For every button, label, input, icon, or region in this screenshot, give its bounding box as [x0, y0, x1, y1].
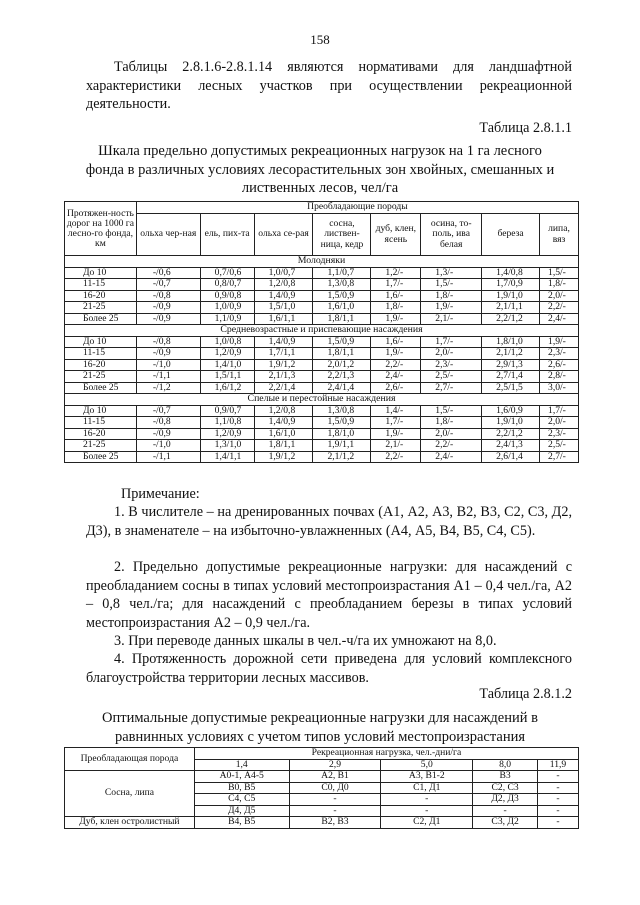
value-cell: 2,0/1,2 — [313, 359, 371, 371]
value-cell: 0,9/0,8 — [200, 290, 254, 302]
section-row — [65, 256, 579, 268]
range-cell: Более 25 — [65, 451, 137, 463]
site-type-cell: Д4, Д5 — [194, 805, 289, 817]
intro-paragraph: Таблицы 2.8.1.6-2.8.1.14 являются нормативами для ландшафтной характеристики лесных участков при осуществлении рекреационной деятельности. — [86, 59, 572, 112]
range-cell: Более 25 — [65, 313, 137, 325]
value-cell: 1,5/1,1 — [200, 371, 254, 383]
note-2: 2. Предельно допустимые рекреационные нагрузки: для насаждений с преобладанием сосны в типах условий местопроизрастания А1 – 0,4 чел./га, А2 – 0,8 чел./га; для насаждений с преобладанием березы в типах условий местопроизрастания А2 – 0,9 чел./га. — [86, 559, 572, 631]
site-type-cell: С2, Д1 — [381, 817, 473, 829]
header-cell-load-group: Рекреационная нагрузка, чел.-дни/га — [194, 748, 578, 760]
column-header: липа, вяз — [540, 214, 579, 256]
table-row — [65, 817, 579, 829]
value-cell: 0,8/0,7 — [200, 279, 254, 291]
load-header: 5,0 — [381, 759, 473, 771]
value-cell: 2,2/1,4 — [254, 382, 313, 394]
optimal-load-table — [64, 747, 579, 829]
value-cell: -/0,6 — [136, 267, 200, 279]
value-cell: 2,2/- — [371, 451, 421, 463]
value-cell: -/0,9 — [136, 302, 200, 314]
value-cell: -/0,7 — [136, 279, 200, 291]
value-cell: 1,8/- — [371, 302, 421, 314]
range-cell: Более 25 — [65, 382, 137, 394]
value-cell: 1,9/1,2 — [254, 451, 313, 463]
site-type-cell: В2, В3 — [289, 817, 381, 829]
header-row — [65, 214, 579, 256]
value-cell: -/1,0 — [136, 359, 200, 371]
section-header: Спелые и перестойные насаждения — [65, 394, 579, 406]
value-cell: 1,4/1,1 — [200, 451, 254, 463]
value-cell: -/1,1 — [136, 451, 200, 463]
range-cell: До 10 — [65, 405, 137, 417]
value-cell: 1,5/0,9 — [313, 290, 371, 302]
table-row — [65, 382, 579, 394]
value-cell: 1,0/0,9 — [200, 302, 254, 314]
species-cell: Дуб, клен остролистный — [65, 817, 195, 829]
value-cell: 1,8/1,0 — [313, 428, 371, 440]
header-cell-road-length: Протяжен-ность дорог на 1000 га лесно-го фонда, км — [65, 202, 137, 256]
range-cell: До 10 — [65, 336, 137, 348]
site-type-cell: - — [473, 805, 538, 817]
table-row — [65, 417, 579, 429]
range-cell: 11-15 — [65, 279, 137, 291]
value-cell: 1,6/- — [371, 290, 421, 302]
value-cell: 1,6/1,0 — [313, 302, 371, 314]
table-row — [65, 371, 579, 383]
note-1: 1. В числителе – на дренированных почвах (А1, А2, А3, В2, В3, С2, С3, Д2, Д3), в знаменателе – на избыточно-увлажненных (А4, А5, В4, В5, С4, С5). — [86, 504, 572, 539]
value-cell: 1,5/0,9 — [313, 336, 371, 348]
value-cell: 1,7/- — [371, 417, 421, 429]
value-cell: 2,3/- — [540, 428, 579, 440]
table-row — [65, 359, 579, 371]
header-cell-species-group: Преобладающие породы — [136, 202, 578, 214]
value-cell: 3,0/- — [540, 382, 579, 394]
value-cell: 1,8/- — [421, 417, 482, 429]
value-cell: 2,1/1,1 — [482, 302, 540, 314]
value-cell: 0,7/0,6 — [200, 267, 254, 279]
value-cell: 1,9/- — [421, 302, 482, 314]
value-cell: 1,7/1,1 — [254, 348, 313, 360]
value-cell: 2,1/- — [371, 440, 421, 452]
value-cell: -/0,9 — [136, 428, 200, 440]
site-type-cell: А0-1, А4-5 — [194, 771, 289, 783]
value-cell: 1,9/1,1 — [313, 440, 371, 452]
value-cell: 2,5/1,5 — [482, 382, 540, 394]
site-type-cell: - — [538, 782, 579, 794]
value-cell: 1,5/- — [421, 405, 482, 417]
value-cell: 1,8/1,1 — [313, 348, 371, 360]
load-header: 1,4 — [194, 759, 289, 771]
value-cell: 1,1/0,9 — [200, 313, 254, 325]
value-cell: 1,4/0,9 — [254, 336, 313, 348]
load-header: 2,9 — [289, 759, 381, 771]
note-3: 3. При переводе данных шкалы в чел.-ч/га их умножают на 8,0. — [114, 633, 497, 649]
value-cell: 1,0/0,7 — [254, 267, 313, 279]
value-cell: 2,0/- — [540, 290, 579, 302]
species-cell: Сосна, липа — [65, 771, 195, 817]
table-row — [65, 267, 579, 279]
site-type-cell: С3, Д2 — [473, 817, 538, 829]
site-type-cell: С2, С3 — [473, 782, 538, 794]
range-cell: 16-20 — [65, 428, 137, 440]
column-header: ольха чер-ная — [136, 214, 200, 256]
site-type-cell: - — [538, 794, 579, 806]
table2-title-line: Оптимальные допустимые рекреационные нагрузки для насаждений в — [102, 710, 538, 726]
value-cell: 1,2/0,8 — [254, 405, 313, 417]
value-cell: 2,9/1,3 — [482, 359, 540, 371]
value-cell: 2,4/1,3 — [482, 440, 540, 452]
table-row — [65, 290, 579, 302]
table-row — [65, 279, 579, 291]
value-cell: 1,9/- — [540, 336, 579, 348]
value-cell: 1,8/1,1 — [254, 440, 313, 452]
value-cell: 1,4/0,9 — [254, 290, 313, 302]
value-cell: 2,4/1,4 — [313, 382, 371, 394]
column-header: осина, то-поль, ива белая — [421, 214, 482, 256]
table-row — [65, 348, 579, 360]
value-cell: 2,2/- — [371, 359, 421, 371]
value-cell: 2,0/- — [540, 417, 579, 429]
value-cell: 1,2/0,9 — [200, 348, 254, 360]
table2-title — [60, 709, 580, 746]
value-cell: -/1,2 — [136, 382, 200, 394]
value-cell: -/0,8 — [136, 336, 200, 348]
note-4: 4. Протяженность дорожной сети приведена для условий комплексного благоустройства территории лесных массивов. — [86, 651, 572, 686]
recreation-load-scale-table — [64, 201, 579, 463]
value-cell: 2,2/1,2 — [482, 428, 540, 440]
site-type-cell: В3 — [473, 771, 538, 783]
value-cell: 2,2/1,3 — [313, 371, 371, 383]
value-cell: 0,9/0,7 — [200, 405, 254, 417]
value-cell: 1,9/1,0 — [482, 417, 540, 429]
notes-heading: Примечание: — [121, 486, 200, 502]
site-type-cell: - — [538, 805, 579, 817]
value-cell: 2,1/1,3 — [254, 371, 313, 383]
range-cell: 21-25 — [65, 371, 137, 383]
value-cell: 2,6/- — [540, 359, 579, 371]
section-header: Средневозрастные и приспевающие насаждения — [65, 325, 579, 337]
value-cell: 2,5/- — [421, 371, 482, 383]
value-cell: -/1,0 — [136, 440, 200, 452]
value-cell: 1,6/- — [371, 336, 421, 348]
value-cell: 1,5/0,9 — [313, 417, 371, 429]
site-type-cell: С0, Д0 — [289, 782, 381, 794]
site-type-cell: - — [381, 794, 473, 806]
value-cell: -/0,8 — [136, 290, 200, 302]
table-row — [65, 405, 579, 417]
table-row — [65, 302, 579, 314]
value-cell: 1,4/0,9 — [254, 417, 313, 429]
load-header: 11,9 — [538, 759, 579, 771]
value-cell: 1,2/0,9 — [200, 428, 254, 440]
value-cell: -/0,9 — [136, 313, 200, 325]
value-cell: 1,4/1,0 — [200, 359, 254, 371]
table-row — [65, 451, 579, 463]
value-cell: 1,9/1,0 — [482, 290, 540, 302]
value-cell: 2,5/- — [540, 440, 579, 452]
site-type-cell: - — [538, 771, 579, 783]
value-cell: 2,4/- — [371, 371, 421, 383]
table1-title-line: фонда в различных условиях лесорастительных зон хвойных, смешанных и — [85, 161, 555, 178]
value-cell: 1,2/0,8 — [254, 279, 313, 291]
section-row — [65, 325, 579, 337]
value-cell: -/0,9 — [136, 348, 200, 360]
range-cell: 11-15 — [65, 348, 137, 360]
value-cell: 2,2/- — [540, 302, 579, 314]
value-cell: 1,9/- — [371, 313, 421, 325]
table2-title-line: равнинных условиях с учетом типов условий местопроизрастания — [114, 728, 526, 745]
site-type-cell: А3, В1-2 — [381, 771, 473, 783]
value-cell: 1,7/0,9 — [482, 279, 540, 291]
value-cell: 1,8/1,1 — [313, 313, 371, 325]
header-row — [65, 202, 579, 214]
value-cell: 1,7/- — [371, 279, 421, 291]
site-type-cell: В0, В5 — [194, 782, 289, 794]
table1-title-line: Шкала предельно допустимых рекреационных нагрузок на 1 га лесного — [98, 143, 542, 159]
column-header: ольха се-рая — [254, 214, 313, 256]
value-cell: 2,6/- — [371, 382, 421, 394]
value-cell: 2,7/- — [421, 382, 482, 394]
value-cell: 2,7/- — [540, 451, 579, 463]
value-cell: 2,4/- — [421, 451, 482, 463]
site-type-cell: - — [289, 805, 381, 817]
value-cell: -/0,8 — [136, 417, 200, 429]
column-header: береза — [482, 214, 540, 256]
value-cell: 1,8/- — [421, 290, 482, 302]
value-cell: 1,0/0,8 — [200, 336, 254, 348]
site-type-cell: - — [289, 794, 381, 806]
value-cell: 1,3/- — [421, 267, 482, 279]
value-cell: 2,8/- — [540, 371, 579, 383]
value-cell: 1,9/- — [371, 428, 421, 440]
value-cell: 2,4/- — [540, 313, 579, 325]
column-header: дуб, клен, ясень — [371, 214, 421, 256]
site-type-cell: - — [381, 805, 473, 817]
section-row — [65, 394, 579, 406]
value-cell: 1,9/- — [371, 348, 421, 360]
table-row — [65, 771, 579, 783]
range-cell: 21-25 — [65, 302, 137, 314]
value-cell: 2,2/1,2 — [482, 313, 540, 325]
table1-title — [60, 142, 580, 198]
value-cell: 1,5/- — [421, 279, 482, 291]
header-row — [65, 748, 579, 760]
range-cell: 11-15 — [65, 417, 137, 429]
value-cell: 2,1/- — [421, 313, 482, 325]
site-type-cell: Д2, Д3 — [473, 794, 538, 806]
range-cell: 16-20 — [65, 290, 137, 302]
value-cell: 2,1/1,2 — [313, 451, 371, 463]
value-cell: 1,2/- — [371, 267, 421, 279]
value-cell: 1,1/0,7 — [313, 267, 371, 279]
site-type-cell: - — [538, 817, 579, 829]
value-cell: 1,5/- — [540, 267, 579, 279]
table-row — [65, 428, 579, 440]
value-cell: 2,0/- — [421, 428, 482, 440]
table-row — [65, 313, 579, 325]
value-cell: 1,8/1,0 — [482, 336, 540, 348]
table1-title-line: лиственных лесов, чел/га — [241, 180, 399, 196]
site-type-cell: С4, С5 — [194, 794, 289, 806]
header-cell-species: Преобладающая порода — [65, 748, 195, 771]
table1-label: Таблица 2.8.1.1 — [479, 120, 572, 136]
range-cell: 21-25 — [65, 440, 137, 452]
column-header: ель, пих-та — [200, 214, 254, 256]
value-cell: 1,1/0,8 — [200, 417, 254, 429]
value-cell: 1,3/0,8 — [313, 279, 371, 291]
column-header: сосна, листвен-ница, кедр — [313, 214, 371, 256]
table-row — [65, 336, 579, 348]
site-type-cell: В4, В5 — [194, 817, 289, 829]
value-cell: 1,6/0,9 — [482, 405, 540, 417]
value-cell: 1,3/0,8 — [313, 405, 371, 417]
value-cell: 2,3/- — [540, 348, 579, 360]
value-cell: 1,3/1,0 — [200, 440, 254, 452]
value-cell: 2,2/- — [421, 440, 482, 452]
section-header: Молодняки — [65, 256, 579, 268]
value-cell: 2,0/- — [421, 348, 482, 360]
range-cell: 16-20 — [65, 359, 137, 371]
value-cell: 2,1/1,2 — [482, 348, 540, 360]
value-cell: 1,4/0,8 — [482, 267, 540, 279]
value-cell: 1,5/1,0 — [254, 302, 313, 314]
value-cell: 1,7/- — [540, 405, 579, 417]
load-header: 8,0 — [473, 759, 538, 771]
value-cell: 2,3/- — [421, 359, 482, 371]
value-cell: 1,7/- — [421, 336, 482, 348]
table-row — [65, 440, 579, 452]
table2-label: Таблица 2.8.1.2 — [479, 686, 572, 702]
value-cell: -/0,7 — [136, 405, 200, 417]
page-number: 158 — [310, 32, 330, 47]
site-type-cell: С1, Д1 — [381, 782, 473, 794]
value-cell: 1,6/1,0 — [254, 428, 313, 440]
site-type-cell: А2, В1 — [289, 771, 381, 783]
value-cell: -/1,1 — [136, 371, 200, 383]
range-cell: До 10 — [65, 267, 137, 279]
value-cell: 1,4/- — [371, 405, 421, 417]
value-cell: 1,6/1,2 — [200, 382, 254, 394]
value-cell: 2,6/1,4 — [482, 451, 540, 463]
value-cell: 2,7/1,4 — [482, 371, 540, 383]
value-cell: 1,8/- — [540, 279, 579, 291]
value-cell: 1,9/1,2 — [254, 359, 313, 371]
value-cell: 1,6/1,1 — [254, 313, 313, 325]
